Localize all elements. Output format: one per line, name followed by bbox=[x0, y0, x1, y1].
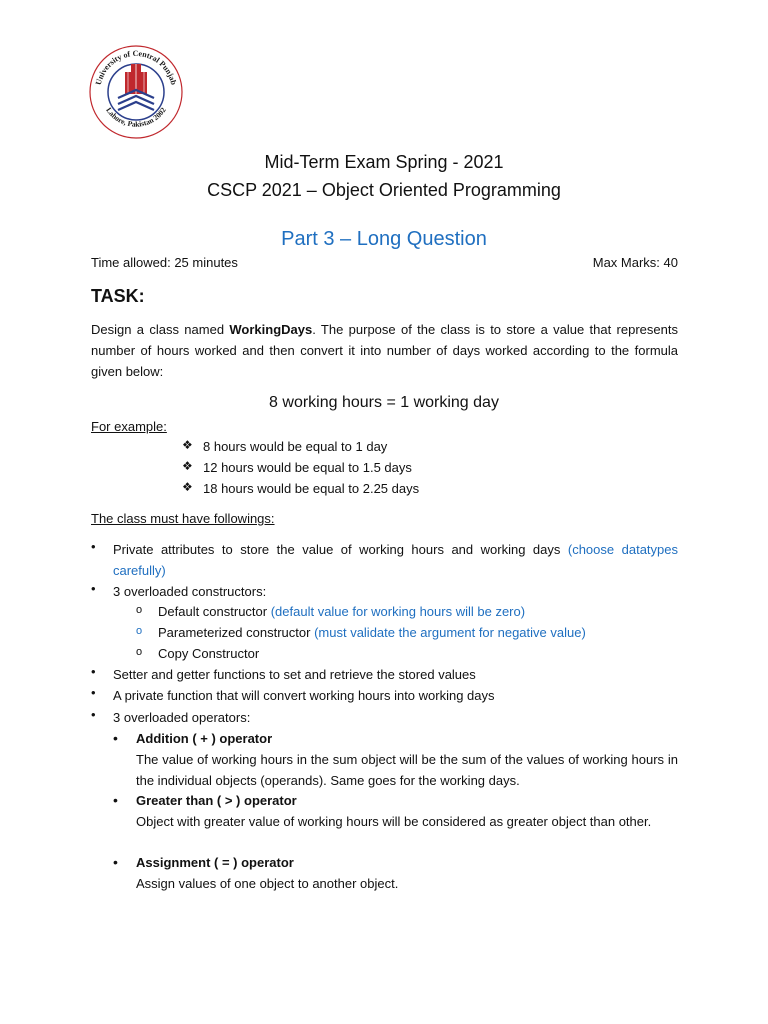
requirement-text: Private attributes to store the value of working hours and working days bbox=[113, 542, 568, 557]
constructor-item bbox=[158, 622, 586, 643]
bullet-icon: • bbox=[113, 792, 118, 808]
circle-bullet-icon: o bbox=[136, 625, 143, 637]
part-heading: Part 3 – Long Question bbox=[281, 228, 487, 250]
bullet-icon: • bbox=[91, 581, 96, 596]
requirements-label: The class must have followings: bbox=[91, 511, 275, 526]
requirement-note: (choose datatypes carefully) bbox=[113, 542, 678, 578]
bullet-icon: • bbox=[113, 730, 118, 746]
constructor-item bbox=[158, 601, 525, 622]
task-intro bbox=[91, 319, 678, 382]
bullet-icon: • bbox=[91, 539, 96, 554]
operator-name: Assignment ( = ) operator bbox=[136, 855, 294, 870]
university-seal-icon bbox=[86, 40, 186, 140]
operator-name: Addition ( + ) operator bbox=[136, 731, 273, 746]
operator-description: Assign values of one object to another object. bbox=[136, 876, 399, 891]
diamond-bullet-icon: ❖ bbox=[182, 438, 193, 452]
operator-name: Greater than ( > ) operator bbox=[136, 793, 297, 808]
class-name: WorkingDays bbox=[229, 322, 313, 337]
exam-title: Mid-Term Exam Spring - 2021 bbox=[264, 152, 504, 172]
task-heading: TASK: bbox=[91, 286, 145, 306]
requirement-item bbox=[113, 539, 678, 581]
formula: 8 working hours = 1 working day bbox=[269, 394, 499, 411]
bullet-icon: • bbox=[91, 685, 96, 700]
time-allowed: Time allowed: 25 minutes bbox=[91, 255, 238, 270]
diamond-bullet-icon: ❖ bbox=[182, 480, 193, 494]
example-item: 18 hours would be equal to 2.25 days bbox=[203, 481, 420, 496]
intro-suffix: . The purpose of the class is to store a value that represents number of hours worked and then convert it into number of days worked according to the formula given below: bbox=[91, 322, 678, 379]
requirement-item: 3 overloaded constructors: bbox=[113, 584, 267, 599]
bullet-icon: • bbox=[91, 664, 96, 679]
max-marks: Max Marks: 40 bbox=[592, 255, 678, 270]
example-label: For example: bbox=[91, 419, 167, 434]
exam-meta bbox=[91, 255, 678, 270]
course-title: CSCP 2021 – Object Oriented Programming bbox=[207, 180, 561, 200]
constructor-text: Parameterized constructor bbox=[158, 625, 315, 640]
requirement-item: 3 overloaded operators: bbox=[113, 710, 251, 725]
logo-text-top: University of Central Punjab bbox=[93, 48, 179, 86]
diamond-bullet-icon: ❖ bbox=[182, 459, 193, 473]
example-item: 12 hours would be equal to 1.5 days bbox=[203, 460, 412, 475]
requirement-item: Setter and getter functions to set and retrieve the stored values bbox=[113, 667, 476, 682]
operator-description: The value of working hours in the sum object will be the sum of the values of working hours in the individual objects (operands). Same goes for the working days. bbox=[136, 752, 678, 788]
circle-bullet-icon: o bbox=[136, 604, 143, 616]
example-item: 8 hours would be equal to 1 day bbox=[203, 439, 388, 454]
intro-prefix: Design a class named bbox=[91, 322, 230, 337]
university-logo bbox=[86, 40, 186, 140]
constructor-item: Copy Constructor bbox=[158, 646, 260, 661]
constructor-note: (must validate the argument for negative value) bbox=[314, 625, 586, 640]
constructor-text: Default constructor bbox=[158, 604, 271, 619]
bullet-icon: • bbox=[91, 707, 96, 722]
svg-text:Lahore, Pakistan 2002 bbox=[104, 106, 168, 129]
operator-description: Object with greater value of working hours will be considered as greater object than other. bbox=[136, 814, 652, 829]
requirement-item: A private function that will convert working hours into working days bbox=[113, 688, 495, 703]
constructor-note: (default value for working hours will be zero) bbox=[270, 604, 526, 619]
bullet-icon: • bbox=[113, 854, 118, 870]
circle-bullet-icon: o bbox=[136, 646, 143, 658]
logo-text-bottom: Lahore, Pakistan 2002 bbox=[104, 105, 168, 129]
